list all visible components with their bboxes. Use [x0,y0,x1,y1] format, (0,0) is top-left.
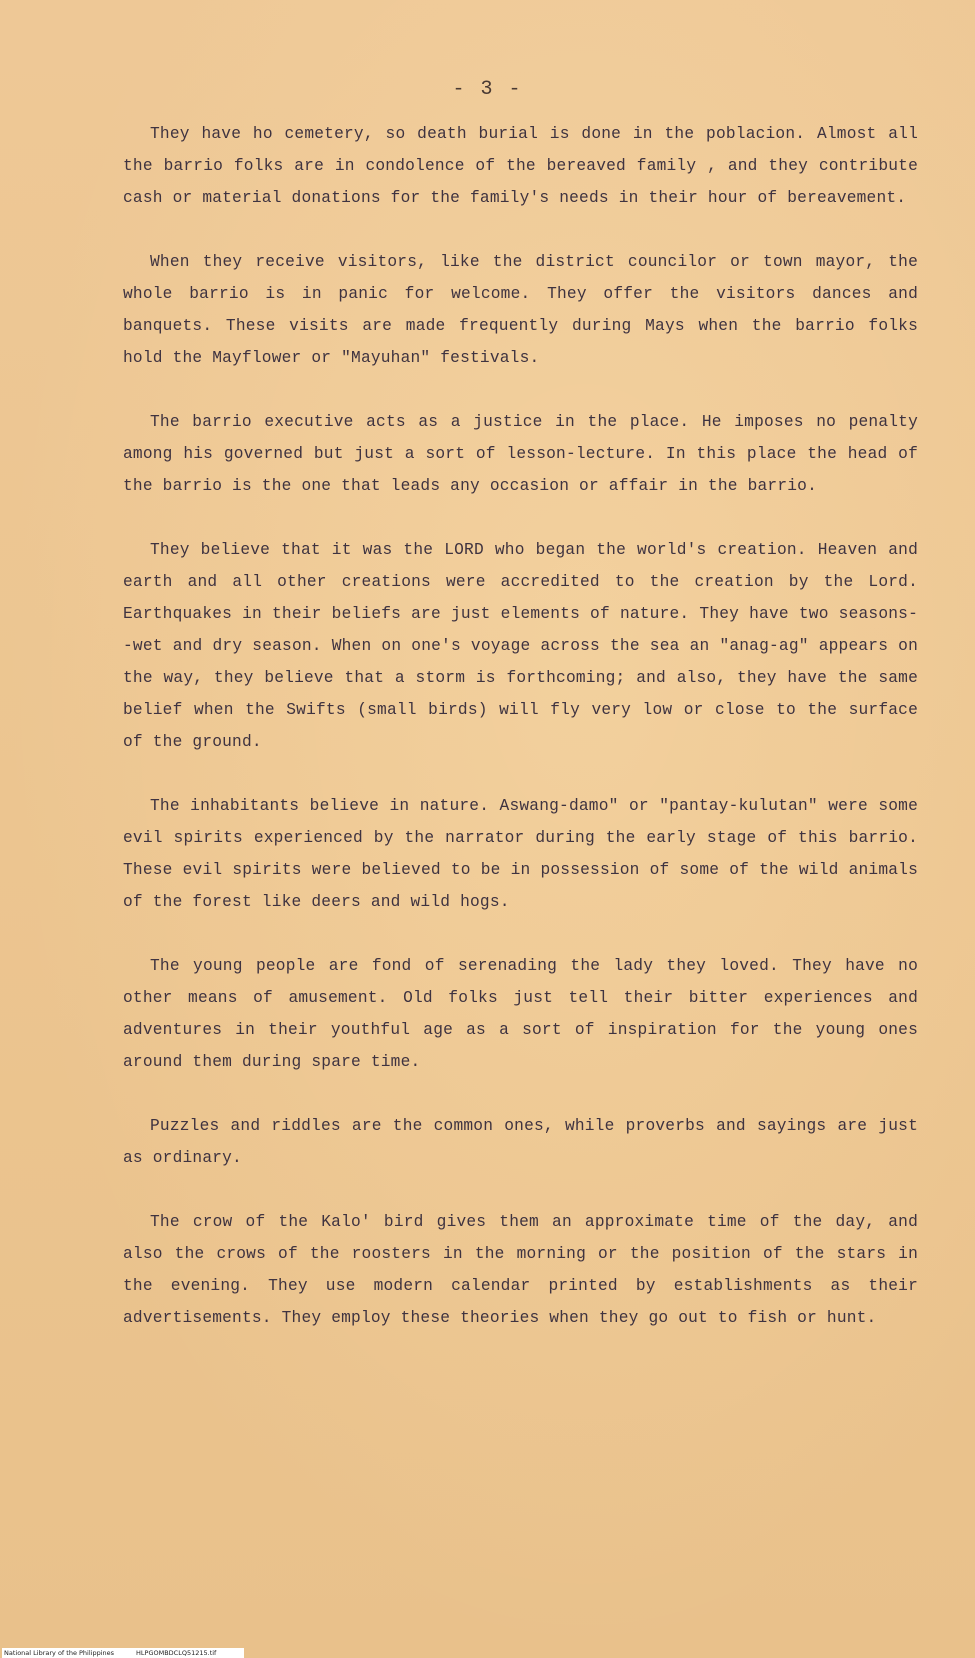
footer-file: HLPGOMBDCLQ51215.tif [136,1649,217,1657]
paragraph-timekeeping: The crow of the Kalo' bird gives them an approximate time of the day, and also the crows of the roosters in the morning or the position of the stars in the evening. They use modern calendar printed by establishments as their advertisements. They employ these theories when they go out to fish or hunt. [123,1213,918,1327]
paragraph-visitors: When they receive visitors, like the district councilor or town mayor, the whole barrio is in panic for welcome. They offer the visitors dances and banquets. These visits are made frequently during Mays when the barrio folks hold the Mayflower or "Mayuhan" festivals. [123,253,918,367]
footer-library: National Library of the Philippines [4,1649,115,1657]
paragraph-amusement: The young people are fond of serenading the lady they loved. They have no other means of amusement. Old folks just tell their bitter experiences and adventures in their youthful age as a sort of inspiration for the young ones around them during spare time. [123,957,918,1071]
document-body [123,118,918,1366]
paragraph-executive: The barrio executive acts as a justice in the place. He imposes no penalty among his governed but just a sort of lesson-lecture. In this place the head of the barrio is the one that leads any occasion or affair in the barrio. [123,413,918,495]
paragraph-evil-spirits: The inhabitants believe in nature. Aswang-damo" or "pantay-kulutan" were some evil spirits experienced by the narrator during the early stage of this barrio. These evil spirits were believed to be in possession of some of the wild animals of the forest like deers and wild hogs. [123,797,918,911]
page-number: - 3 - [452,78,523,101]
paragraph-beliefs: They believe that it was the LORD who began the world's creation. Heaven and earth and all other creations were accredited to the creation by the Lord. Earthquakes in their beliefs are just elements of nature. They have two seasons--wet and dry season. When on one's voyage across the sea an "anag-ag" appears on the way, they believe that a storm is forthcoming; and also, they have the same belief when the Swifts (small birds) will fly very low or close to the surface of the ground. [123,541,918,751]
paragraph-riddles: Puzzles and riddles are the common ones, while proverbs and sayings are just as ordinary. [123,1117,918,1167]
scan-footer [2,1648,244,1658]
paragraph-burial: They have ho cemetery, so death burial is done in the poblacion. Almost all the barrio folks are in condolence of the bereaved family , and they contribute cash or material donations for the family's needs in their hour of bereavement. [123,125,918,207]
